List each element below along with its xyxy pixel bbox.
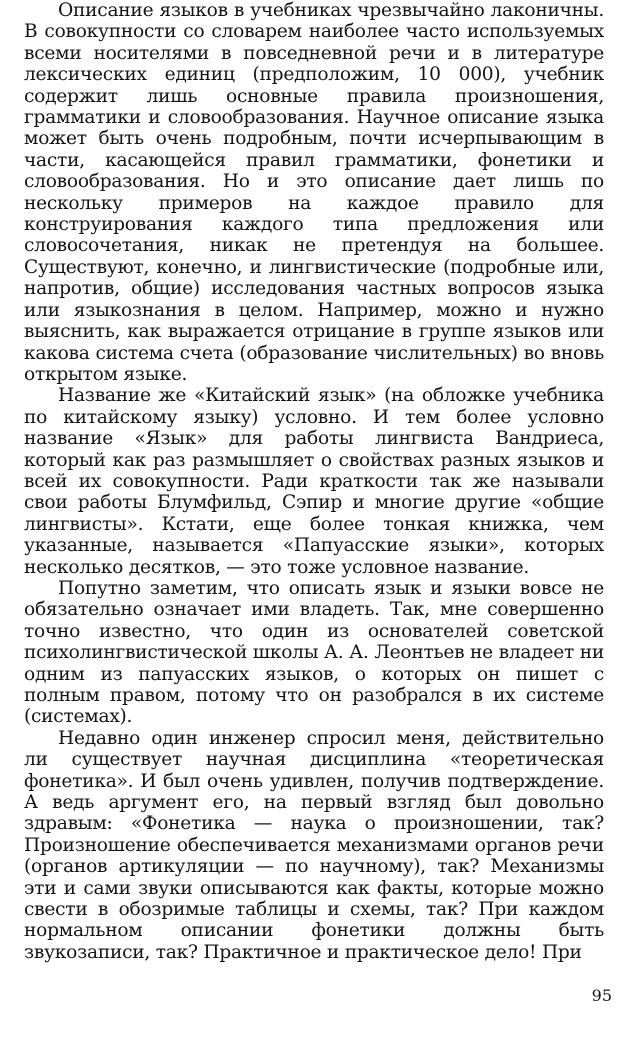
paragraph-1: Описание языков в учебниках чрезвычайно лаконичны. В совокупности со словарем наиболее часто используемых всеми носителями в повседневной речи и в литературе лексических единиц (предположим, 10 000), учебник содержит лишь основные правила произношения, грамматики и словообразования. Научное описание языка может быть очень подробным, почти исчерпывающим в части, касающейся правил грамматики, фонетики и словообразования. Но и это описание дает лишь по нескольку примеров на каждое правило для конструирования каждого типа предложения или словосочетания, никак не претендуя на большее. Существуют, конечно, и лингвистические (подробные или, напротив, общие) исследования частных вопросов языка или языкознания в целом. Например, можно и нужно выяснить, как выражается отрицание в группе языков или какова система счета (образование числительных) во вновь открытом языке. [24,0,604,385]
paragraph-3: Попутно заметим, что описать язык и языки вовсе не обязательно означает ими владеть. Так, мне совершенно точно известно, что один из основателей советской психолингвистической школы А. А. Леонтьев не владеет ни одним из папуасских языков, о которых он пишет с полным правом, потому что он разобрался в их системе (системах). [24,577,604,728]
paragraph-4: Недавно один инженер спросил меня, действительно ли существует научная дисциплина «теоретическая фонетика». И был очень удивлен, получив подтверждение. А ведь аргумент его, на первый взгляд был довольно здравым: «Фонетика — наука о произношении, так? Произношение обеспечивается механизмами органов речи (органов артикуляции — по научному), так? Механизмы эти и сами звуки описываются как факты, которые можно свести в обозримые таблицы и схемы, так? При каждом нормальном описании фонетики должны быть звукозаписи, так? Практичное и практическое дело! При [24,727,604,963]
page-number: 95 [591,986,612,1005]
book-page [24,0,604,1055]
paragraph-2: Название же «Китайский язык» (на обложке учебника по китайскому языку) условно. И тем более условно название «Язык» для работы лингвиста Вандриеса, который как раз размышляет о свойствах разных языков и всей их совокупности. Ради краткости так же называли свои работы Блумфильд, Сэпир и многие другие «общие лингвисты». Кстати, еще более тонкая книжка, чем указанные, называется «Папуасские языки», которых несколько десятков, — это тоже условное название. [24,385,604,578]
